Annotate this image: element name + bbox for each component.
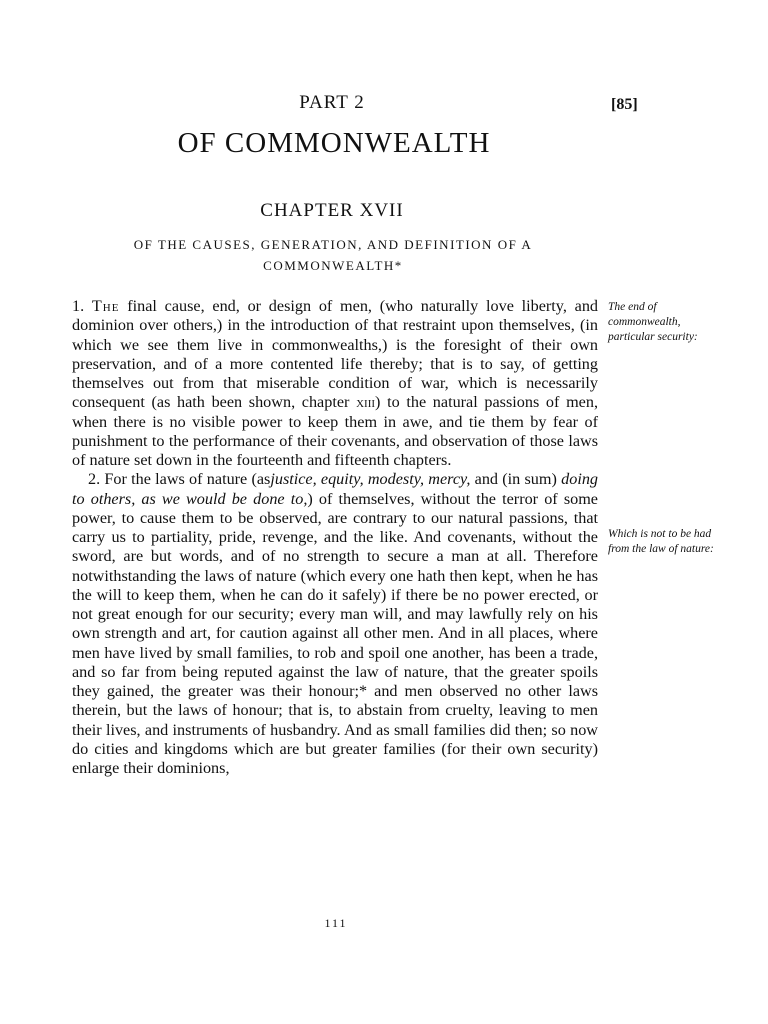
paragraph-text: and (in sum) — [474, 470, 557, 489]
chapter-title: CHAPTER XVII — [260, 200, 404, 221]
margin-note: Which is not to be had from the law of nature: — [608, 528, 714, 555]
paragraph-text: For the laws of nature (as — [104, 470, 271, 489]
paragraph-number: 2. — [88, 470, 101, 489]
paragraph-text: ) to the natural passions of men, when there is no visible power to keep them in awe, and tie them by fear of punishment to the performance of their covenants, and observation of those laws of nature set down in the fourteenth and fifteenth chapters. — [72, 393, 599, 469]
body-text — [72, 297, 598, 778]
paragraph-1 — [72, 297, 598, 470]
page-folio: 111 — [324, 916, 348, 930]
virtues-list: justice, equity, modesty, mercy, — [270, 470, 471, 489]
paragraph-number: 1. — [72, 297, 85, 315]
paragraph-2 — [72, 470, 598, 778]
paragraph-text: final cause, end, or design of men, (who naturally love liberty, and dominion over others,) in the introduction of that restraint upon themselves, (in which we see them live in commonwealths,) is the foresight of their own preservation, and of a more contented life thereby; that is to say, of getting themselves out from that miserable condition of war, which is necessarily consequent (as hath been shown, chapter — [72, 297, 599, 412]
part-label: PART 2 — [299, 92, 365, 113]
lead-word: The — [91, 297, 120, 315]
chapter-subtitle: OF THE CAUSES, GENERATION, AND DEFINITION OF A COMMONWEALTH* — [133, 237, 533, 273]
page-marker: [85] — [611, 96, 638, 113]
golden-rule-phrase: doing to others, as we would be done to, — [72, 470, 599, 508]
chapter-reference: xiii — [356, 393, 376, 412]
margin-note: The end of commonwealth, particular security: — [608, 301, 698, 343]
page-title: OF COMMONWEALTH — [177, 127, 491, 159]
paragraph-text: ) of themselves, without the terror of some power, to cause them to be observed, are contrary to our natural passions, that carry us to partiality, pride, revenge, and the like. And covenants, without the sword, are but words, and of no strength to secure a man at all. Therefore notwithstanding the laws of nature (which every one hath then kept, when he has the will to keep them, when he can do it safely) if there be no power erected, or not great enough for our security; every man will, and may lawfully rely on his own strength and art, for caution against all other men. And in all places, where men have lived by small families, to rob and spoil one another, has been a trade, and so far from being reputed against the law of nature, that the greater spoils they gained, the greater was their honour;* and men observed no other laws therein, but the laws of honour; that is, to abstain from cruelty, leaving to men their lives, and instruments of husbandry. And as small families did then; so now do cities and kingdoms which are but greater families (for their own security) enlarge their dominions, — [72, 489, 598, 777]
